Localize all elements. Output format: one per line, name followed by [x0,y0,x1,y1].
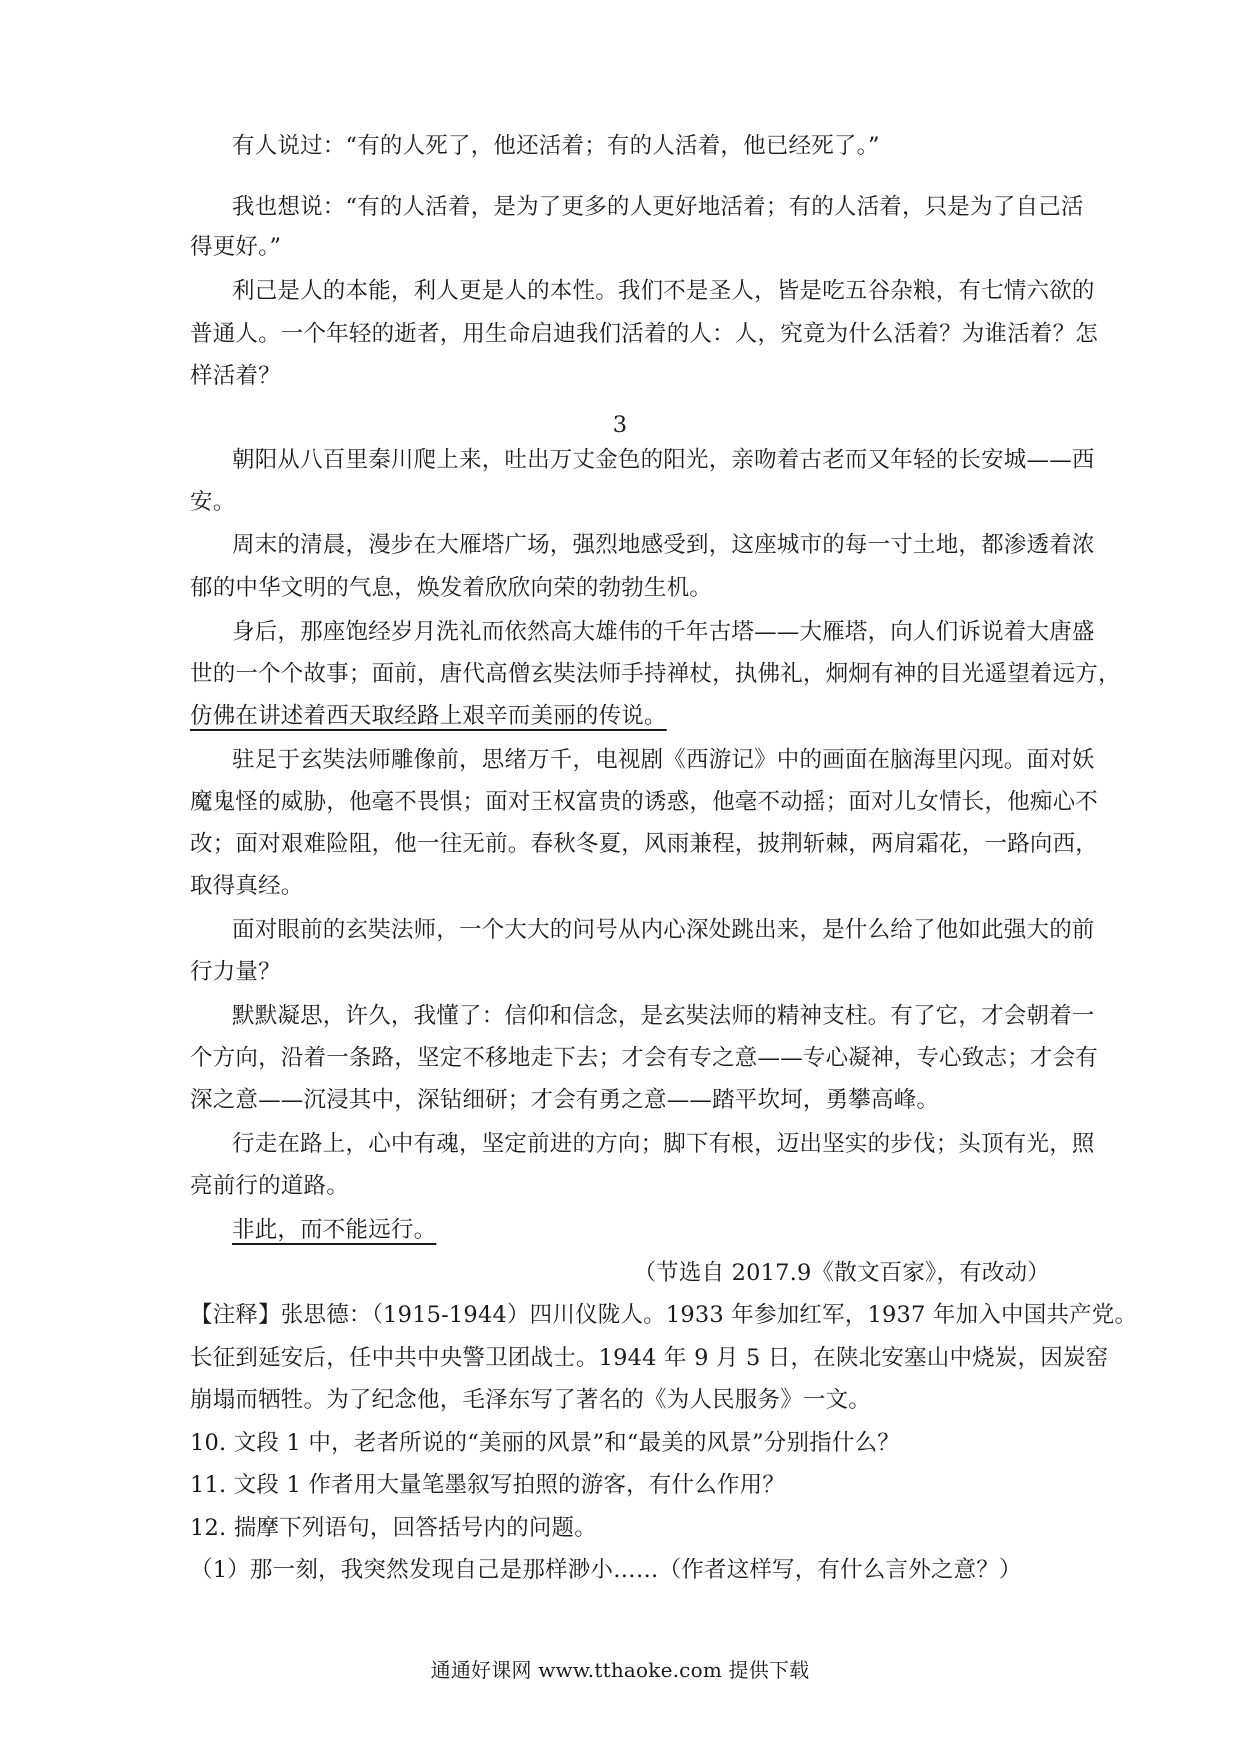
paragraph-line: 朝阳从八百里秦川爬上来，吐出万丈金色的阳光，亲吻着古老而又年轻的长安城——西 [232,447,1095,473]
paragraph-line: 样活着？ [190,363,281,389]
paragraph-line: 面对眼前的玄奘法师，一个大大的问号从内心深处跳出来，是什么给了他如此强大的前 [232,917,1095,943]
paragraph-line: 有人说过：“有的人死了，他还活着；有的人活着，他已经死了。” [232,133,880,159]
underlined-sentence: 仿佛在讲述着西天取经路上艰辛而美丽的传说。 [190,703,667,729]
paragraph-line: 魔鬼怪的威胁，他毫不畏惧；面对王权富贵的诱惑，他毫不动摇；面对儿女情长，他痴心不 [190,789,1099,815]
question-10: 10. 文段 1 中，老者所说的“美丽的风景”和“最美的风景”分别指什么？ [190,1430,900,1456]
annotation-line: 【注释】张思德：（1915-1944）四川仪陇人。1933 年参加红军，1937 年加入中国共产党。 [190,1302,1138,1328]
paragraph-line: 周末的清晨，漫步在大雁塔广场，强烈地感受到，这座城市的每一寸土地，都渗透着浓 [232,532,1095,558]
paragraph-line: 亮前行的道路。 [190,1173,349,1199]
paragraph-line: 安。 [190,489,236,515]
paragraph-line: 深之意——沉浸其中，深钻细研；才会有勇之意——踏平坎坷，勇攀高峰。 [190,1087,940,1113]
page-footer: 通通好课网 www.tthaoke.com 提供下载 [430,1658,810,1682]
paragraph-line: 默默凝思，许久，我懂了：信仰和信念，是玄奘法师的精神支柱。有了它，才会朝着一 [232,1003,1095,1029]
paragraph-line: 驻足于玄奘法师雕像前，思绪万千，电视剧《西游记》中的画面在脑海里闪现。面对妖 [232,747,1095,773]
paragraph-line: 郁的中华文明的气息，焕发着欣欣向荣的勃勃生机。 [190,575,713,601]
paragraph-line: 我也想说：“有的人活着，是为了更多的人更好地活着；有的人活着，只是为了自己活 [232,194,1084,220]
paragraph-line: 个方向，沿着一条路，坚定不移地走下去；才会有专之意——专心凝神，专心致志；才会有 [190,1045,1099,1071]
paragraph-line: 行走在路上，心中有魂，坚定前进的方向；脚下有根，迈出坚实的步伐；头顶有光，照 [232,1131,1095,1157]
annotation-line: 长征到延安后，任中共中央警卫团战士。1944 年 9 月 5 日，在陕北安塞山中烧炭，因炭窑 [190,1345,1109,1371]
question-12: 12. 揣摩下列语句，回答括号内的问题。 [190,1515,597,1541]
source-citation: （节选自 2017.9《散文百家》，有改动） [633,1260,1050,1286]
paragraph-line: 取得真经。 [190,873,304,899]
paragraph-line: 行力量？ [190,959,281,985]
question-11: 11. 文段 1 作者用大量笔墨叙写拍照的游客，有什么作用？ [190,1472,786,1498]
section-number: 3 [612,412,628,438]
paragraph-line: 身后，那座饱经岁月洗礼而依然高大雄伟的千年古塔——大雁塔，向人们诉说着大唐盛 [232,619,1095,645]
paragraph-line: 改；面对艰难险阻，他一往无前。春秋冬夏，风雨兼程，披荆斩棘，两肩霜花，一路向西， [190,831,1099,857]
paragraph-line: 普通人。一个年轻的逝者，用生命启迪我们活着的人：人，究竟为什么活着？为谁活着？怎 [190,321,1099,347]
paragraph-line: 世的一个个故事；面前，唐代高僧玄奘法师手持禅杖，执佛礼，炯炯有神的目光遥望着远方， [190,661,1121,687]
paragraph-line: 利己是人的本能，利人更是人的本性。我们不是圣人，皆是吃五谷杂粮，有七情六欲的 [232,278,1095,304]
paragraph-line: 得更好。” [190,234,282,260]
underlined-sentence: 非此，而不能远行。 [232,1217,437,1243]
question-12-1: （1）那一刻，我突然发现自己是那样渺小……（作者这样写，有什么言外之意？） [190,1557,1022,1583]
annotation-line: 崩塌而牺牲。为了纪念他，毛泽东写了著名的《为人民服务》一文。 [190,1387,872,1413]
